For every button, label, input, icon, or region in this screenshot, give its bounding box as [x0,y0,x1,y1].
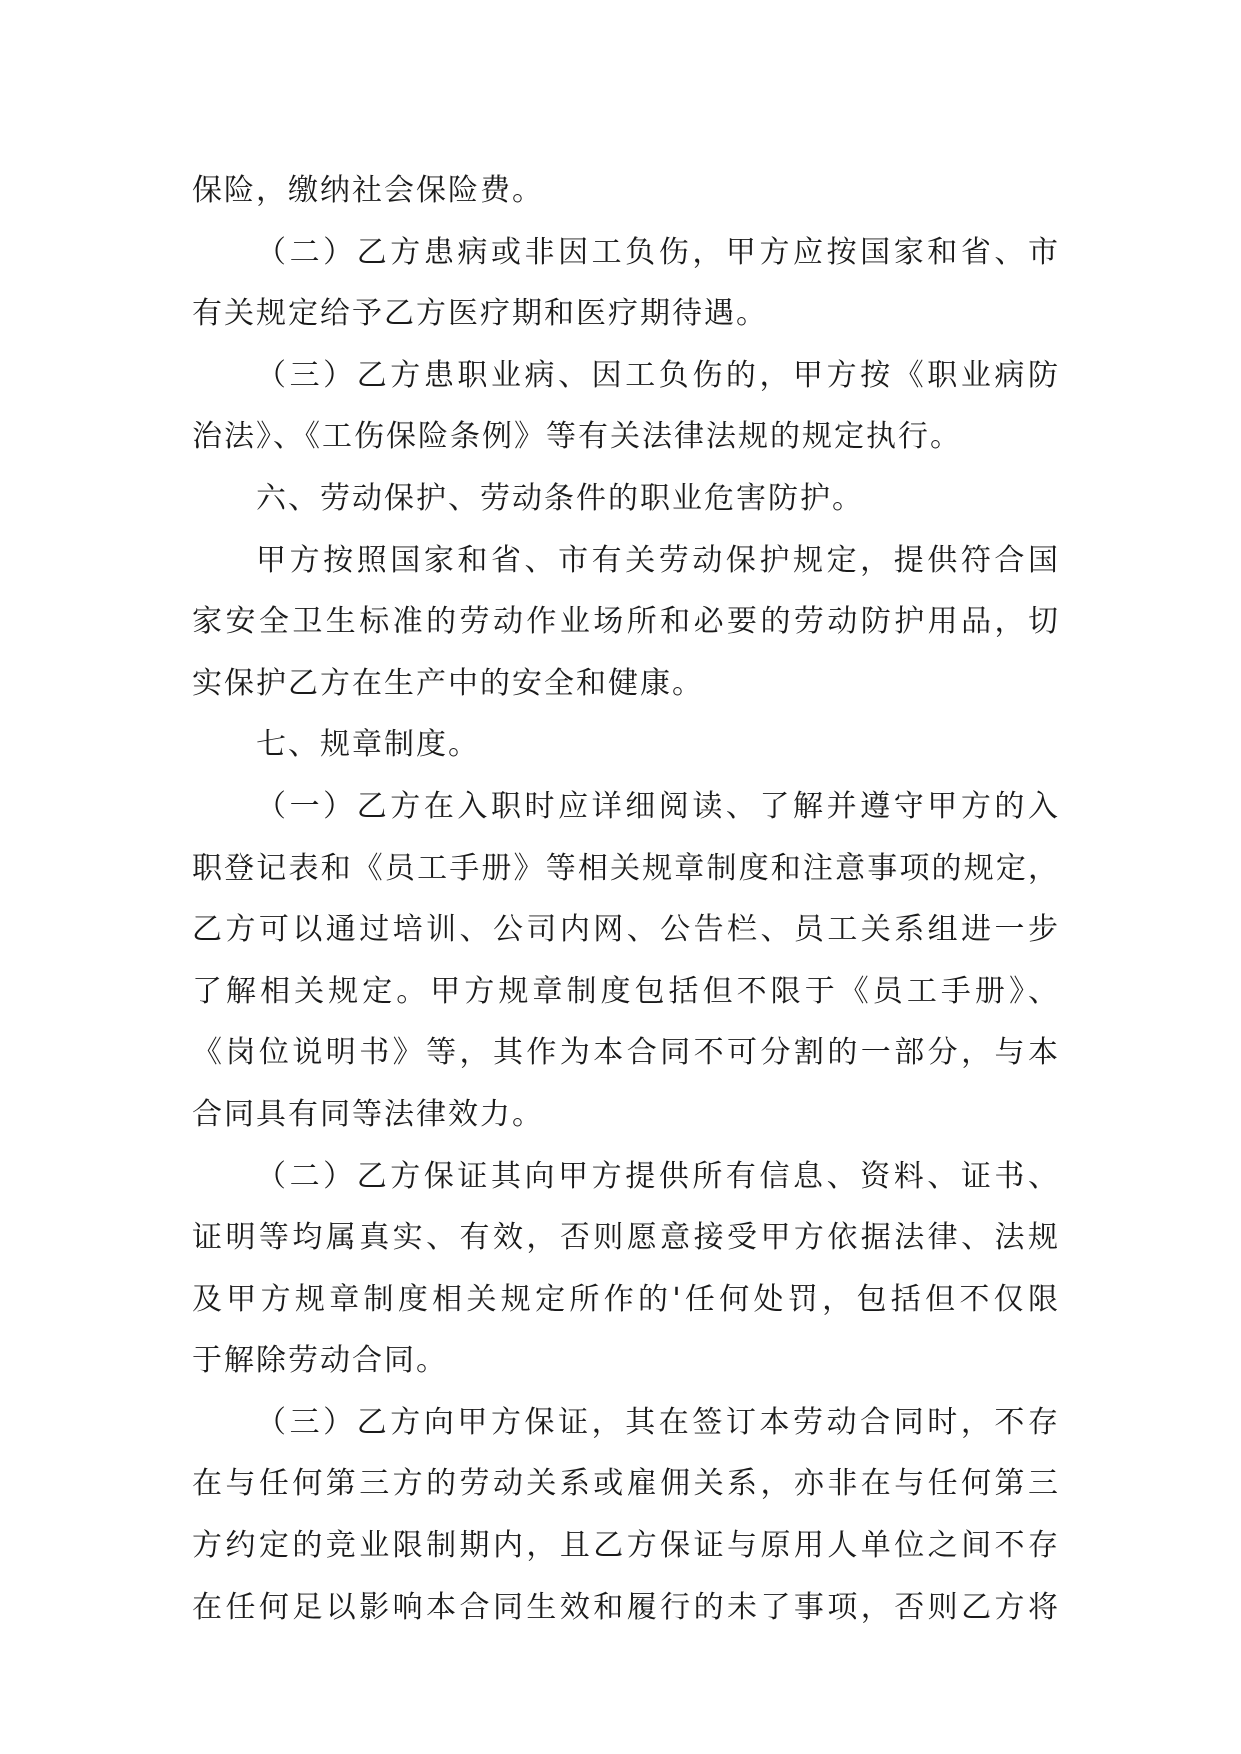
text-line: 有关规定给予乙方医疗期和医疗期待遇。 [192,296,768,332]
text-line: 甲方按照国家和省、市有关劳动保护规定，提供符合国 [256,542,1060,578]
text-line: 及甲方规章制度相关规定所作的'任何处罚，包括但不仅限 [192,1281,1060,1317]
text-line: 《岗位说明书》等，其作为本合同不可分割的一部分，与本 [192,1035,1060,1071]
text-line: （二）乙方保证其向甲方提供所有信息、资料、证书、 [256,1158,1060,1194]
text-line: 七、规章制度。 [256,727,480,763]
text-line: 实保护乙方在生产中的安全和健康。 [192,665,704,701]
text-line: 职登记表和《员工手册》等相关规章制度和注意事项的规定， [192,850,1060,886]
text-line: （三）乙方患职业病、因工负伤的，甲方按《职业病防 [256,357,1060,393]
text-line: 证明等均属真实、有效，否则愿意接受甲方依据法律、法规 [192,1220,1060,1256]
text-line: （二）乙方患病或非因工负伤，甲方应按国家和省、市 [256,234,1060,270]
text-line: 于解除劳动合同。 [192,1343,448,1379]
text-line: 家安全卫生标准的劳动作业场所和必要的劳动防护用品，切 [192,604,1060,640]
document-body [192,160,1060,1638]
text-line: 在任何足以影响本合同生效和履行的未了事项，否则乙方将 [192,1589,1060,1625]
text-line: 六、劳动保护、劳动条件的职业危害防护。 [256,480,864,516]
text-line: 乙方可以通过培训、公司内网、公告栏、员工关系组进一步 [192,912,1060,948]
text-line: 保险，缴纳社会保险费。 [192,173,544,208]
text-line: （一）乙方在入职时应详细阅读、了解并遵守甲方的入 [256,788,1060,824]
text-line: （三）乙方向甲方保证，其在签订本劳动合同时，不存 [256,1404,1060,1440]
text-line: 合同具有同等法律效力。 [192,1096,544,1132]
text-line: 方约定的竞业限制期内，且乙方保证与原用人单位之间不存 [192,1528,1060,1564]
text-line: 了解相关规定。甲方规章制度包括但不限于《员工手册》、 [192,973,1060,1009]
text-line: 在与任何第三方的劳动关系或雇佣关系，亦非在与任何第三 [192,1466,1060,1502]
text-line: 治法》、《工伤保险条例》等有关法律法规的规定执行。 [192,419,962,455]
